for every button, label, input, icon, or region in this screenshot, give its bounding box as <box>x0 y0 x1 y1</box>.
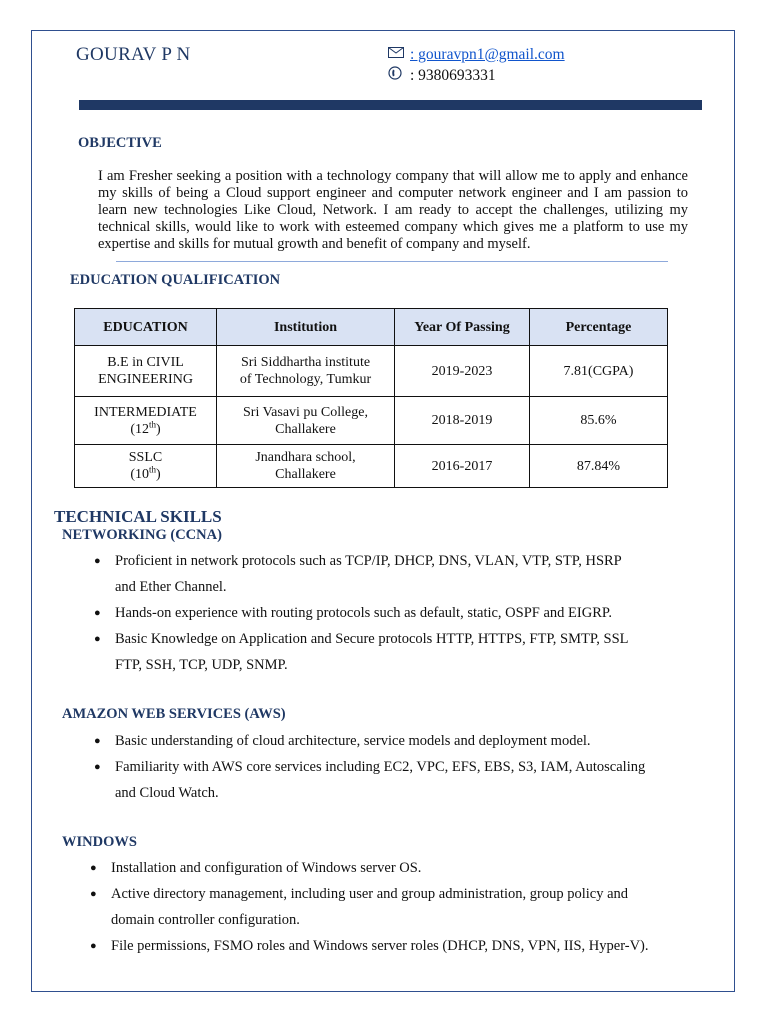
education-heading: EDUCATION QUALIFICATION <box>70 272 281 288</box>
phone-icon <box>388 66 410 85</box>
column-header-year: Year Of Passing <box>395 309 530 346</box>
institution-line2: of Technology, Tumkur <box>239 372 372 387</box>
column-header-institution: Institution <box>217 309 395 346</box>
list-item: ● Familiarity with AWS core services including EC2, VPC, EFS, EBS, S3, IAM, Autoscaling <box>115 754 695 780</box>
year-cell: 2019-2023 <box>395 346 530 397</box>
networking-skills-list <box>94 548 675 678</box>
phone-row <box>388 66 496 85</box>
list-item: ● Proficient in network protocols such as TCP/IP, DHCP, DNS, VLAN, VTP, STP, HSRP <box>115 548 675 574</box>
table-row <box>75 397 668 445</box>
objective-heading: OBJECTIVE <box>78 135 162 151</box>
percentage-cell: 85.6% <box>530 397 668 445</box>
column-header-percentage: Percentage <box>530 309 668 346</box>
education-line1: INTERMEDIATE <box>94 404 197 420</box>
networking-heading: NETWORKING (CCNA) <box>62 527 222 543</box>
bullet-icon: ● <box>90 862 97 874</box>
technical-skills-heading: TECHNICAL SKILLS <box>54 507 222 526</box>
education-line1: SSLC <box>128 450 163 465</box>
institution-cell <box>217 445 395 488</box>
phone-number: : 9380693331 <box>410 66 496 84</box>
bullet-icon: ● <box>90 940 97 952</box>
table-row <box>75 346 668 397</box>
institution-cell <box>217 346 395 397</box>
institution-cell <box>217 397 395 445</box>
list-item: ● Basic Knowledge on Application and Secure protocols HTTP, HTTPS, FTP, SMTP, SSL <box>115 626 675 652</box>
education-line2: ENGINEERING <box>98 372 193 387</box>
percentage-cell: 7.81(CGPA) <box>530 346 668 397</box>
institution-line1: Jnandhara school, <box>255 450 356 465</box>
objective-text: I am Fresher seeking a position with a technology company that will allow me to apply and enhance my skills of being a Cloud support engineer and computer network engineer and I am passion to learn new technologies Like Cloud, Network. I am ready to accept the challenges, utilizing my technical skills, would like to work with esteemed company which gives me a platform to use my expertise and skills for mutual growth and benefit of company and myself. <box>98 168 688 252</box>
bullet-icon: ● <box>94 555 101 567</box>
column-header-education: EDUCATION <box>75 309 217 346</box>
education-superscript: th <box>148 418 156 429</box>
bullet-icon: ● <box>94 607 101 619</box>
list-item: ● Hands-on experience with routing protocols such as default, static, OSPF and EIGRP. <box>115 600 675 626</box>
bullet-icon: ● <box>94 735 101 747</box>
section-divider <box>116 261 668 262</box>
education-line2: (10 <box>130 467 149 482</box>
list-item: ● Active directory management, including user and group administration, group policy and <box>111 881 701 907</box>
institution-line1: Sri Vasavi pu College, <box>243 404 368 420</box>
email-link[interactable]: : gouravpn1@gmail.com <box>410 46 565 63</box>
bullet-icon: ● <box>94 633 101 645</box>
year-cell: 2018-2019 <box>395 397 530 445</box>
envelope-icon <box>388 47 410 63</box>
list-item: ● Installation and configuration of Windows server OS. <box>111 855 701 881</box>
list-item-continuation: and Ether Channel. <box>115 579 227 595</box>
year-cell: 2016-2017 <box>395 445 530 488</box>
windows-skills-list <box>90 855 701 959</box>
windows-heading: WINDOWS <box>62 834 137 850</box>
header-divider-bar <box>79 100 702 110</box>
bullet-icon: ● <box>94 761 101 773</box>
education-table <box>74 308 668 488</box>
list-item: ● Basic understanding of cloud architecture, service models and deployment model. <box>115 728 695 754</box>
institution-line2: Challakere <box>275 467 336 482</box>
education-superscript: th <box>148 464 156 475</box>
list-item-continuation: domain controller configuration. <box>111 912 300 928</box>
education-cell: SSLC (10th) <box>75 445 217 488</box>
institution-line1: Sri Siddhartha institute <box>240 355 371 370</box>
candidate-name: GOURAV P N <box>76 44 191 65</box>
list-item-continuation: and Cloud Watch. <box>115 785 219 801</box>
aws-skills-list <box>94 728 695 806</box>
table-row <box>75 445 668 488</box>
percentage-cell: 87.84% <box>530 445 668 488</box>
table-header-row <box>75 309 668 346</box>
email-row <box>388 46 565 64</box>
institution-line2: Challakere <box>275 421 336 437</box>
list-item-continuation: FTP, SSH, TCP, UDP, SNMP. <box>115 657 288 673</box>
list-item: ● File permissions, FSMO roles and Windows server roles (DHCP, DNS, VPN, IIS, Hyper-V). <box>111 933 701 959</box>
education-line1: B.E in CIVIL <box>107 355 184 370</box>
education-cell <box>75 346 217 397</box>
education-cell: INTERMEDIATE (12th) <box>75 397 217 445</box>
education-line2: (12 <box>130 421 149 437</box>
aws-heading: AMAZON WEB SERVICES (AWS) <box>62 706 286 722</box>
bullet-icon: ● <box>90 888 97 900</box>
